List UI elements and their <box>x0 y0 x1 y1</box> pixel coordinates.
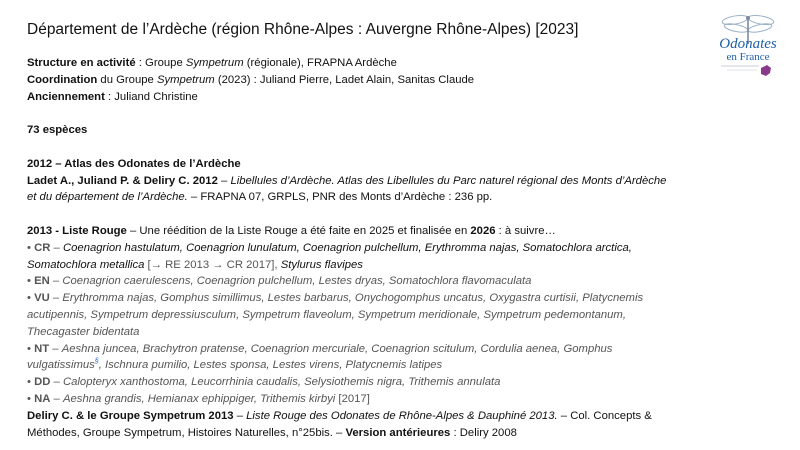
liste-rouge-ref-line2 <box>27 425 717 442</box>
atlas-ref-line1 <box>27 173 717 190</box>
category-cr-note: [→ RE 2013 → CR 2017], <box>144 258 281 271</box>
coordination-label: Coordination <box>27 73 98 86</box>
category-nt-species-line2a: vulgatissimus <box>27 359 95 372</box>
atlas-heading: 2012 – Atlas des Odonates de l’Ardèche <box>27 157 241 170</box>
odonates-en-france-logo <box>707 10 789 86</box>
category-cr-line2 <box>27 257 717 274</box>
structure-sep: : Groupe <box>135 57 186 69</box>
page-title: Département de l’Ardèche (région Rhône-Alpes : Auvergne Rhône-Alpes) [2023] <box>27 21 579 38</box>
logo-line1: Odonates <box>719 36 777 52</box>
category-en-line: • EN – Coenagrion caerulescens, Coenagrion pulchellum, Lestes dryas, Somatochlora flavomaculata <box>27 275 532 288</box>
anciennement-rest: : Juliand Christine <box>104 90 198 103</box>
content-body <box>27 55 717 441</box>
category-dd-species: Calopteryx xanthostoma, Leucorrhinia caudalis, Selysiothemis nigra, Trithemis annulata <box>62 376 501 389</box>
liste-rouge-ref-dash: – <box>233 409 247 422</box>
category-cr-extra: Stylurus flavipes <box>280 258 363 271</box>
coordination-pre: du Groupe <box>97 73 157 86</box>
category-en-species: Coenagrion caerulescens, Coenagrion pulchellum, Lestes dryas, Somatochlora flavomaculata <box>62 275 532 288</box>
category-vu-species-line1: Erythromma najas, Gomphus simillimus, Lestes barbarus, Onychogomphus uncatus, Oxygastra curtisii, Platycnemis <box>62 292 644 305</box>
structure-rest: (régionale), FRAPNA Ardèche <box>243 57 397 69</box>
atlas-title-part1: Libellules d’Ardèche. Atlas des Libellules du Parc naturel régional des Monts d’Ardèche <box>230 174 667 187</box>
category-na-species: Aeshna grandis, Hemianax ephippiger, Trithemis kirbyi <box>62 392 336 405</box>
category-na-code: NA <box>34 392 51 405</box>
liste-rouge-version-rest: : Deliry 2008 <box>450 426 517 439</box>
category-na-note: [2017] <box>335 392 370 405</box>
anciennement-label: Anciennement <box>27 90 105 103</box>
category-nt-line2 <box>27 357 717 374</box>
category-vu-species-line3: Thecagaster bidentata <box>27 325 140 338</box>
liste-rouge-ref-line1 <box>27 408 717 425</box>
liste-rouge-ref-authors: Deliry C. & le Groupe Sympetrum 2013 <box>27 409 234 422</box>
liste-rouge-intro: – Une réédition de la Liste Rouge a été faite en 2025 et finalisée en <box>126 224 471 237</box>
coordination-line <box>27 72 717 89</box>
category-nt-sup: § <box>94 358 99 366</box>
category-vu-line1: • VU – Erythromma najas, Gomphus simillimus, Lestes barbarus, Onychogomphus uncatus, Oxygastra curtisii, Platycnemis <box>27 292 644 305</box>
category-vu-species-line2: acutipennis, Sympetrum depressiusculum, Sympetrum flaveolum, Sympetrum meridionale, Sympetrum pedemontanum, <box>27 308 626 321</box>
category-nt-line1: • NT – Aeshna juncea, Brachytron pratense, Coenagrion mercuriale, Coenagrion scitulum, Cordulia aenea, Gomphus <box>27 342 613 355</box>
atlas-ref-line2 <box>27 189 717 206</box>
liste-rouge-version-label: Version antérieures <box>345 426 451 439</box>
structure-label: Structure en activité <box>27 57 136 69</box>
atlas-title-part2: et du département de l’Ardèche. <box>27 191 188 204</box>
liste-rouge-ref-rest1: – Col. Concepts & <box>557 409 652 422</box>
coordination-rest: (2023) : Juliand Pierre, Ladet Alain, Sanitas Claude <box>214 73 475 86</box>
liste-rouge-heading-line <box>27 223 717 240</box>
logo-line2: en France <box>726 51 770 63</box>
category-nt-species-line1: Aeshna juncea, Brachytron pratense, Coenagrion mercuriale, Coenagrion scitulum, Cordulia aenea, Gomphus <box>61 342 613 355</box>
category-cr-line1: • CR – Coenagrion hastulatum, Coenagrion lunulatum, Coenagrion pulchellum, Erythromma najas, Somatochlora arctica, <box>27 241 632 254</box>
structure-group: Sympetrum <box>185 57 244 69</box>
category-nt-species-line2b: , Ischnura pumilio, Lestes sponsa, Lestes virens, Platycnemis latipes <box>98 359 443 372</box>
liste-rouge-heading: 2013 - Liste Rouge <box>27 224 127 237</box>
liste-rouge-intro-end: : à suivre… <box>495 224 556 237</box>
category-cr-code: CR <box>34 241 51 254</box>
category-dd-code: DD <box>34 376 51 389</box>
category-cr-species-line2: Somatochlora metallica <box>27 258 145 271</box>
dragonfly-icon <box>707 10 789 86</box>
structure-line <box>27 55 717 72</box>
anciennement-line <box>27 89 717 106</box>
liste-rouge-ref-title: Liste Rouge des Odonates de Rhône-Alpes & Dauphiné 2013. <box>246 409 558 422</box>
atlas-authors: Ladet A., Juliand P. & Deliry C. 2012 <box>27 174 218 187</box>
category-en-code: EN <box>34 275 50 288</box>
atlas-dash: – <box>217 174 231 187</box>
coordination-group: Sympetrum <box>156 73 215 86</box>
atlas-publisher: – FRAPNA 07, GRPLS, PNR des Monts d’Ardèche : 236 pp. <box>187 191 493 204</box>
species-count: 73 espèces <box>27 124 88 137</box>
category-cr-species-line1: Coenagrion hastulatum, Coenagrion lunulatum, Coenagrion pulchellum, Erythromma najas, Somatochlora arctica, <box>62 241 632 254</box>
liste-rouge-ref-line2-text: Méthodes, Groupe Sympetrum, Histoires Naturelles, n°25bis. – <box>27 426 346 439</box>
category-na-line: • NA – Aeshna grandis, Hemianax ephippiger, Trithemis kirbyi [2017] <box>27 392 370 405</box>
liste-rouge-year: 2026 <box>470 224 496 237</box>
category-nt-code: NT <box>34 342 50 355</box>
category-vu-code: VU <box>34 292 50 305</box>
category-dd-line: • DD – Calopteryx xanthostoma, Leucorrhinia caudalis, Selysiothemis nigra, Trithemis annulata <box>27 376 501 389</box>
